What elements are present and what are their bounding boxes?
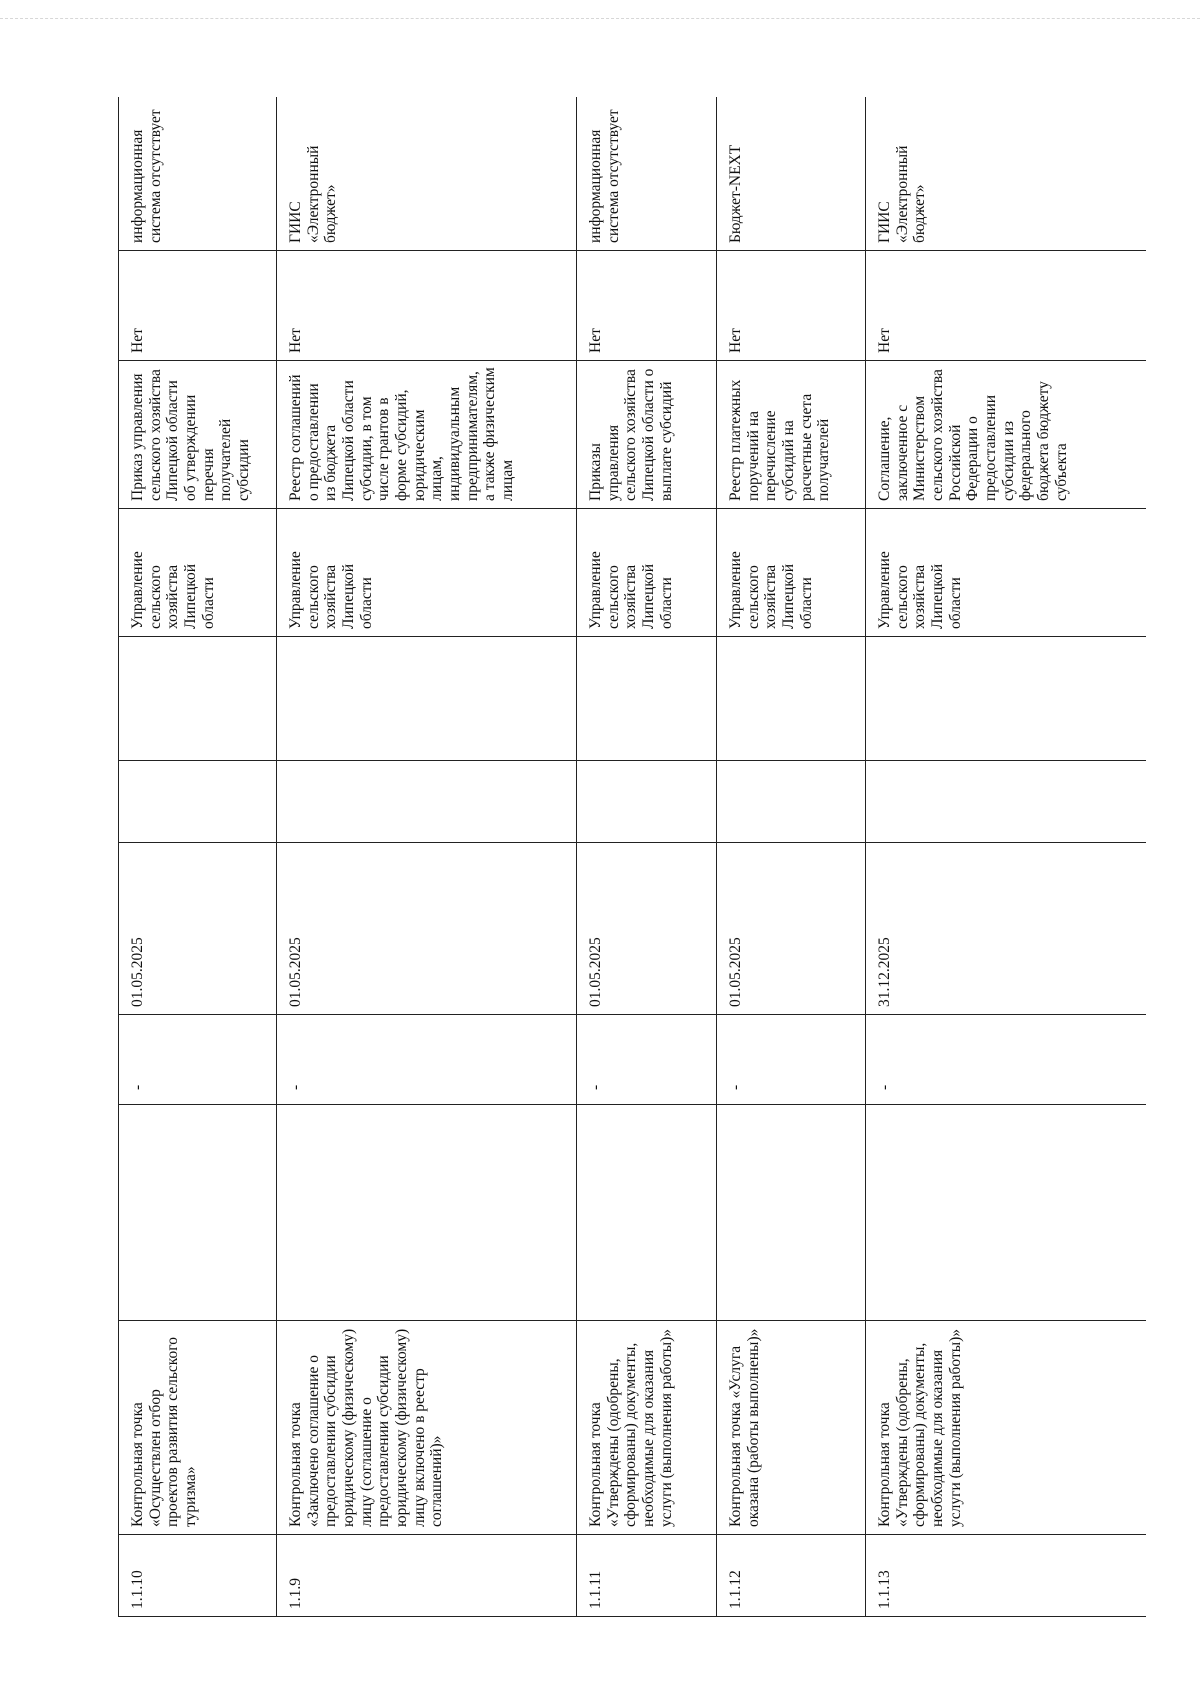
- control-point-name: Контрольная точка «Утверждены (одобрены, сформированы) документы, необходимые для оказания услуги (выполнения работы)»: [866, 1321, 1147, 1535]
- table-row: [577, 97, 717, 1617]
- empty-cell: [119, 1105, 277, 1321]
- confirming-document: Соглашение, заключенное с Министерством сельского хозяйства Российской Федерации о предоставлении субсидии из федерального бюджета бюджету субъекта: [866, 361, 1147, 509]
- information-system: ГИИС «Электронный бюджет»: [277, 97, 577, 251]
- base-value-dash: -: [119, 1015, 277, 1105]
- responsible-executor: Управление сельского хозяйства Липецкой области: [277, 509, 577, 637]
- base-value-dash: -: [277, 1015, 577, 1105]
- empty-cell: [866, 761, 1147, 843]
- empty-cell: [866, 637, 1147, 761]
- control-points-table: [118, 97, 1146, 1617]
- base-value-dash: -: [577, 1015, 717, 1105]
- confirming-document: Приказы управления сельского хозяйства Липецкой области о выплате субсидий: [577, 361, 717, 509]
- responsible-executor: Управление сельского хозяйства Липецкой области: [119, 509, 277, 637]
- decomposition-flag: Нет: [277, 251, 577, 361]
- empty-cell: [119, 637, 277, 761]
- deadline-date: 31.12.2025: [866, 843, 1147, 1015]
- control-point-name: Контрольная точка «Осуществлен отбор проектов развития сельского туризма»: [119, 1321, 277, 1535]
- empty-cell: [717, 761, 866, 843]
- empty-cell: [866, 1105, 1147, 1321]
- row-number: 1.1.13: [866, 1535, 1147, 1617]
- confirming-document: Реестр платежных поручений на перечисление субсидий на расчетные счета получателей: [717, 361, 866, 509]
- decomposition-flag: Нет: [866, 251, 1147, 361]
- responsible-executor: Управление сельского хозяйства Липецкой области: [866, 509, 1147, 637]
- base-value-dash: -: [717, 1015, 866, 1105]
- information-system: информационная система отсутствует: [119, 97, 277, 251]
- information-system: ГИИС «Электронный бюджет»: [866, 97, 1147, 251]
- responsible-executor: Управление сельского хозяйства Липецкой области: [717, 509, 866, 637]
- empty-cell: [277, 761, 577, 843]
- deadline-date: 01.05.2025: [119, 843, 277, 1015]
- row-number: 1.1.9: [277, 1535, 577, 1617]
- empty-cell: [577, 1105, 717, 1321]
- information-system: информационная система отсутствует: [577, 97, 717, 251]
- empty-cell: [577, 761, 717, 843]
- responsible-executor: Управление сельского хозяйства Липецкой области: [577, 509, 717, 637]
- confirming-document: Приказ управления сельского хозяйства Липецкой области об утверждении перечня получателей субсидии: [119, 361, 277, 509]
- decomposition-flag: Нет: [119, 251, 277, 361]
- control-point-name: Контрольная точка «Услуга оказана (работы выполнены)»: [717, 1321, 866, 1535]
- deadline-date: 01.05.2025: [717, 843, 866, 1015]
- page-top-edge: [0, 18, 1200, 19]
- empty-cell: [717, 637, 866, 761]
- empty-cell: [277, 1105, 577, 1321]
- deadline-date: 01.05.2025: [577, 843, 717, 1015]
- decomposition-flag: Нет: [577, 251, 717, 361]
- base-value-dash: -: [866, 1015, 1147, 1105]
- control-point-name: Контрольная точка «Заключено соглашение о предоставлении субсидии юридическому (физическому) лицу (соглашение о предоставлении субсидии юридическому (физическому) лицу включено в реестр соглашений)»: [277, 1321, 577, 1535]
- row-number: 1.1.12: [717, 1535, 866, 1617]
- control-point-name: Контрольная точка «Утверждены (одобрены, сформированы) документы, необходимые для оказания услуги (выполнения работы)»: [577, 1321, 717, 1535]
- empty-cell: [119, 761, 277, 843]
- decomposition-flag: Нет: [717, 251, 866, 361]
- empty-cell: [577, 637, 717, 761]
- table-row: [866, 97, 1147, 1617]
- deadline-date: 01.05.2025: [277, 843, 577, 1015]
- information-system: Бюджет-NEXT: [717, 97, 866, 251]
- row-number: 1.1.10: [119, 1535, 277, 1617]
- empty-cell: [717, 1105, 866, 1321]
- confirming-document: Реестр соглашений о предоставлении из бюджета Липецкой области субсидии, в том числе грантов в форме субсидий, юридическим лицам, индивидуальным предпринимателям, а также физическим лицам: [277, 361, 577, 509]
- table-row: [277, 97, 577, 1617]
- table-row: [119, 97, 277, 1617]
- row-number: 1.1.11: [577, 1535, 717, 1617]
- table-row: [717, 97, 866, 1617]
- empty-cell: [277, 637, 577, 761]
- plan-table-wrapper: [118, 97, 1146, 1617]
